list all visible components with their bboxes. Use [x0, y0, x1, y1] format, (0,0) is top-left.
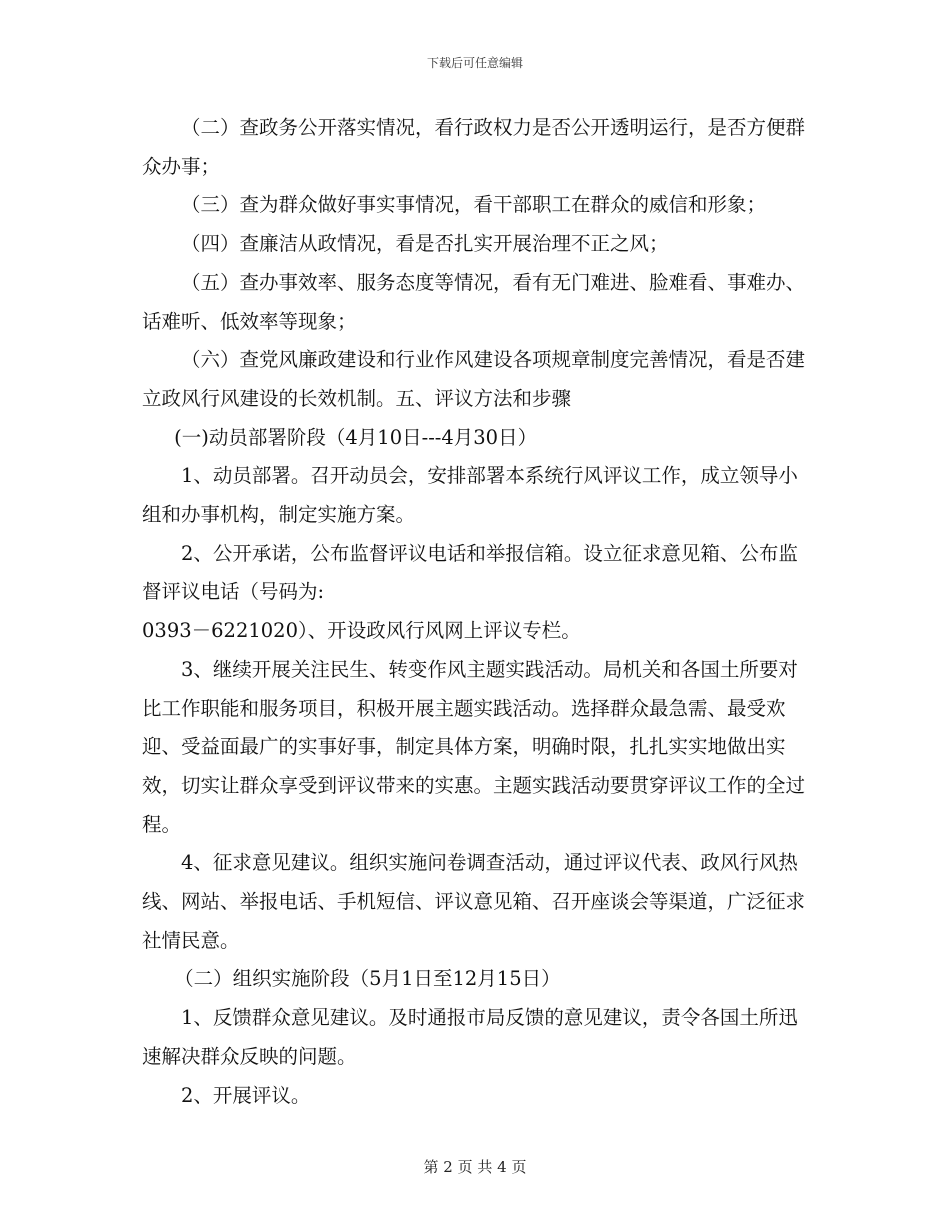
section-heading-implementation: （二）组织实施阶段（5月1日至12月15日） — [174, 967, 561, 991]
paragraph-step-2-commitment: 2、公开承诺，公布监督评议电话和举报信箱。设立征求意见箱、公布监督评议电话（号码为: — [142, 541, 798, 604]
paragraph-step-3-practice: 3、继续开展关注民生、转变作风主题实践活动。局机关和各国土所要对比工作职能和服务项目，积极开展主题实践活动。选择群众最急需、最受欢迎、受益面最广的实事好事，制定具体方案，明确时限，扎扎实实地做出实效，切实让群众享受到评议带来的实惠。主题实践活动要贯穿评议工作的全过程。 — [142, 657, 806, 836]
paragraph-item-2-public-affairs: （二）查政务公开落实情况，看行政权力是否公开透明运行，是否方便群众办事； — [142, 116, 806, 178]
paragraph-impl-2-review: 2、开展评议。 — [181, 1083, 311, 1107]
paragraph-impl-1-feedback: 1、反馈群众意见建议。及时通报市局反馈的意见建议，责令各国土所迅速解决群众反映的问题。 — [142, 1006, 798, 1068]
section-heading-mobilization: (一)动员部署阶段（4月10日---4月30日） — [174, 425, 538, 449]
paragraph-item-6-regulations: （六）查党风廉政建设和行业作风建设各项规章制度完善情况，看是否建立政风行风建设的长效机制。五、评议方法和步骤 — [142, 348, 806, 410]
paragraph-step-4-opinions: 4、征求意见建议。组织实施问卷调查活动，通过评议代表、政风行风热线、网站、举报电话、手机短信、评议意见箱、召开座谈会等渠道，广泛征求社情民意。 — [142, 851, 806, 952]
paragraph-step-1-mobilize: 1、动员部署。召开动员会，安排部署本系统行风评议工作，成立领导小组和办事机构，制定实施方案。 — [142, 464, 798, 527]
paragraph-item-4-integrity: （四）查廉洁从政情况，看是否扎实开展治理不正之风； — [181, 232, 669, 256]
page-header-note: 下载后可任意编辑 — [426, 56, 523, 70]
document-body — [142, 109, 810, 1115]
paragraph-item-3-good-deeds: （三）查为群众做好事实事情况，看干部职工在群众的威信和形象； — [181, 193, 767, 217]
paragraph-phone-number: 0393－6221020）、开设政风行风网上评议专栏。 — [142, 619, 581, 643]
page-number: 第 2 页 共 4 页 — [423, 1158, 527, 1176]
paragraph-item-5-efficiency: （五）查办事效率、服务态度等情况，看有无门难进、脸难看、事难办、话难听、低效率等现象； — [142, 270, 806, 333]
